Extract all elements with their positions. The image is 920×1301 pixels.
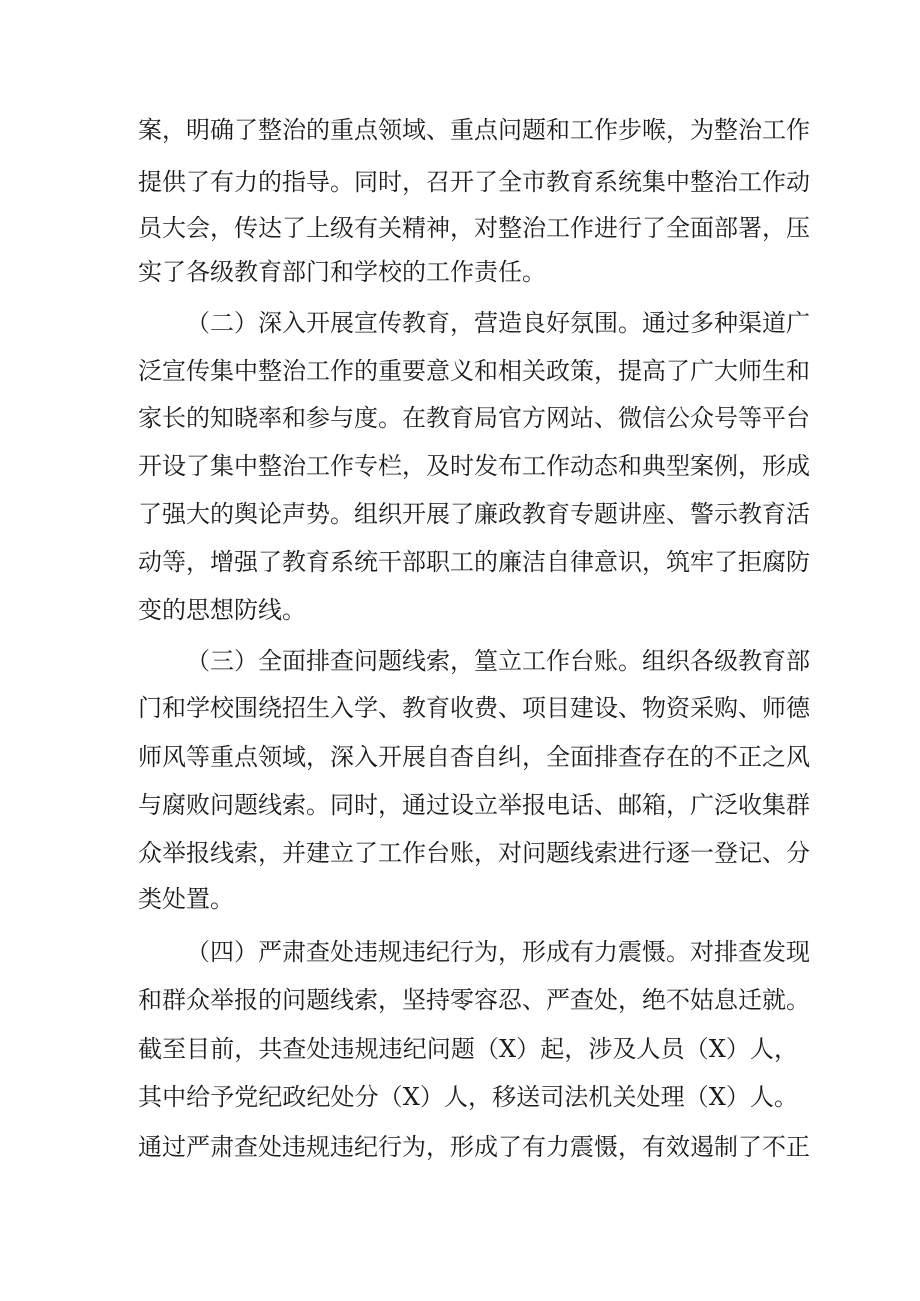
paragraph-line: 实了各级教育部门和学校的工作责任。 — [138, 258, 546, 286]
section-heading-line: （二）深入开展宣传教育，营造良好氛围。通过多种渠道广 — [186, 309, 810, 337]
section-heading-line: （四）严肃查处违规违纪行为，形成有力震慑。对排查发现 — [186, 938, 810, 966]
paragraph-line: 截至目前，共查处违规违纪问题（X）起，涉及人员（X）人， — [138, 1035, 798, 1063]
paragraph-line: 变的思想防线。 — [138, 596, 306, 624]
paragraph-line: 与腐败问题线索。同时，通过设立举报电话、邮箱，广泛收集群 — [138, 791, 810, 819]
paragraph-line: 了强大的舆论声势。组织开展了廉政教育专题讲座、警示教育活 — [138, 500, 810, 528]
paragraph-line: 案，明确了整治的重点领域、重点问题和工作步喉，为整治工作 — [138, 116, 810, 144]
paragraph-line: 门和学校围绕招生入学、教育收费、项目建设、物资采购、师德 — [138, 694, 810, 722]
paragraph-line: 众举报线索，并建立了工作台账，对问题线索进行逐一登记、分 — [138, 839, 810, 867]
section-heading-line: （三）全面排查问题线索，篁立工作台账。组织各级教育部 — [186, 647, 810, 675]
paragraph-line: 类处置。 — [138, 885, 234, 913]
paragraph-line: 家长的知晓率和参与度。在教育局官方网站、微信公众号等平台 — [138, 404, 810, 432]
paragraph-line: 开设了集中整治工作专栏，及时发布工作动态和典型案例，形成 — [138, 452, 810, 480]
paragraph-line: 员大会，传达了上级有关精神，对整治工作进行了全面部署，压 — [138, 214, 810, 242]
paragraph-line: 泛宣传集中整治工作的重要意义和相关政策，提高了广大师生和 — [138, 357, 810, 385]
paragraph-line: 动等，增强了教育系统干部职工的廉洁自律意识，筑牢了拒腐防 — [138, 548, 810, 576]
paragraph-line: 师风等重点领域，深入开展自杳自纠，全面排查存在的不正之风 — [138, 743, 810, 771]
paragraph-line: 通过严肃查处违规违纪行为，形成了有力震慑，有效遏制了不正 — [138, 1133, 810, 1161]
paragraph-line: 提供了有力的指导。同时，召开了全市教育系统集中整治工作动 — [138, 168, 810, 196]
paragraph-line: 和群众举报的问题线索，坚持零容忍、严查处，绝不姑息迁就。 — [138, 986, 810, 1014]
paragraph-line: 其中给予党纪政纪处分（X）人，移送司法机关处理（X）人。 — [138, 1083, 798, 1111]
